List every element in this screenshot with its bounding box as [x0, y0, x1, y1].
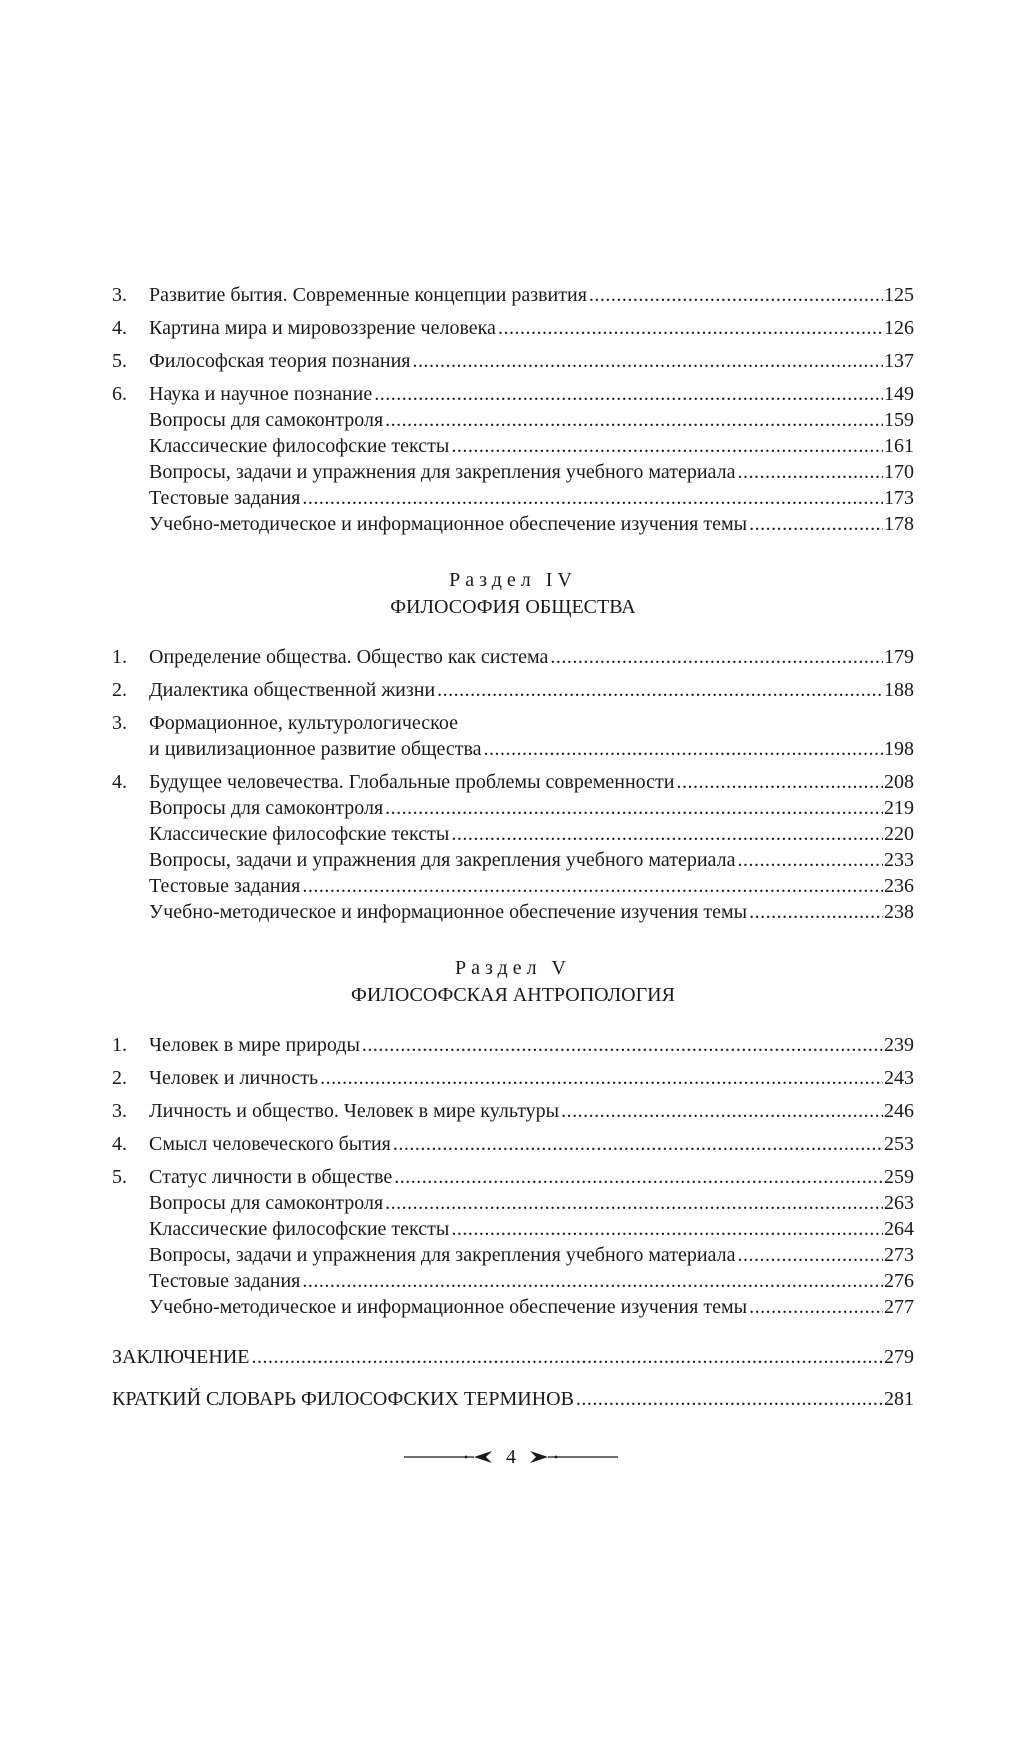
- dot-leader: [392, 1164, 883, 1190]
- dot-leader: [735, 847, 883, 873]
- entry-page: 236: [884, 875, 914, 897]
- entry-number: 2.: [112, 1067, 127, 1089]
- entry-page: 178: [884, 513, 914, 535]
- dot-leader: [496, 315, 883, 341]
- entry-title: Учебно-методическое и информационное обеспечение изучения темы: [149, 1296, 748, 1318]
- toc-entry: [112, 282, 914, 308]
- entry-page: 259: [884, 1166, 914, 1188]
- toc-entry: [112, 795, 914, 821]
- entry-page: 219: [884, 797, 914, 819]
- toc-entry: [112, 433, 914, 459]
- entry-title: КРАТКИЙ СЛОВАРЬ ФИЛОСОФСКИХ ТЕРМИНОВ: [112, 1388, 574, 1410]
- entry-page: 161: [884, 435, 914, 457]
- section-title: ФИЛОСОФИЯ ОБЩЕСТВА: [390, 596, 636, 618]
- entry-number: 4.: [112, 317, 127, 339]
- entry-page: 159: [884, 409, 914, 431]
- toc-entry: [112, 1216, 914, 1242]
- dot-leader: [674, 769, 883, 795]
- dot-leader: [300, 485, 883, 511]
- entry-page: 126: [884, 317, 914, 339]
- entry-page: 246: [884, 1100, 914, 1122]
- entry-number: 6.: [112, 383, 127, 405]
- left-ornament-icon: [404, 1449, 496, 1465]
- entry-title: Вопросы для самоконтроля: [149, 1192, 384, 1214]
- toc-entry: [112, 644, 914, 670]
- entry-title: Статус личности в обществе: [149, 1166, 393, 1188]
- dot-leader: [383, 1190, 883, 1216]
- entry-title: Вопросы для самоконтроля: [149, 797, 384, 819]
- toc-entry: [112, 1032, 914, 1058]
- toc-entry: [112, 407, 914, 433]
- entry-title: Вопросы для самоконтроля: [149, 409, 384, 431]
- dot-leader: [372, 381, 883, 407]
- entry-number: 3.: [112, 284, 127, 306]
- entry-page: 170: [884, 461, 914, 483]
- entry-page: 239: [884, 1034, 914, 1056]
- toc-entry: [112, 381, 914, 407]
- entry-number: 5.: [112, 1166, 127, 1188]
- table-of-contents: [112, 282, 914, 1412]
- dot-leader: [318, 1065, 883, 1091]
- entry-title: Человек в мире природы: [149, 1034, 360, 1056]
- entry-page: 281: [884, 1388, 914, 1410]
- entry-title-line1: Формационное, культурологическое: [149, 712, 458, 734]
- toc-entry: [112, 899, 914, 925]
- entry-page: 149: [884, 383, 914, 405]
- toc-entry-glossary: [112, 1386, 914, 1412]
- entry-title: Тестовые задания: [149, 1270, 301, 1292]
- entry-page: 273: [884, 1244, 914, 1266]
- entry-page: 263: [884, 1192, 914, 1214]
- entry-page: 125: [884, 284, 914, 306]
- toc-entry: [112, 1098, 914, 1124]
- entry-number: 4.: [112, 1133, 127, 1155]
- toc-entry: [112, 677, 914, 703]
- toc-entry: [112, 873, 914, 899]
- entry-title: Классические философские тексты: [149, 823, 450, 845]
- entry-title: Учебно-методическое и информационное обеспечение изучения темы: [149, 513, 748, 535]
- entry-title: Классические философские тексты: [149, 435, 450, 457]
- dot-leader: [449, 1216, 883, 1242]
- dot-leader: [411, 348, 884, 374]
- dot-leader: [735, 1242, 883, 1268]
- entry-page: 253: [884, 1133, 914, 1155]
- dot-leader: [435, 677, 883, 703]
- section-label: Раздел V: [454, 957, 571, 979]
- toc-entry: [112, 1065, 914, 1091]
- entry-number: 4.: [112, 771, 127, 793]
- dot-leader: [747, 1294, 883, 1320]
- toc-entry: [112, 1164, 914, 1190]
- toc-entry: [112, 348, 914, 374]
- entry-title: Наука и научное познание: [149, 383, 373, 405]
- entry-title: Вопросы, задачи и упражнения для закрепления учебного материала: [149, 1244, 736, 1266]
- toc-entry: [112, 315, 914, 341]
- right-ornament-icon: [526, 1449, 618, 1465]
- dot-leader: [735, 459, 883, 485]
- entry-number: 2.: [112, 679, 127, 701]
- dot-leader: [587, 282, 883, 308]
- entry-title: Тестовые задания: [149, 875, 301, 897]
- entry-number: 3.: [112, 1100, 127, 1122]
- entry-number: 1.: [112, 1034, 127, 1056]
- entry-page: 173: [884, 487, 914, 509]
- section-4-heading: [112, 567, 914, 621]
- entry-number: 3.: [112, 712, 127, 734]
- section-5-heading: [112, 955, 914, 1009]
- toc-entry-multiline: [112, 710, 914, 762]
- entry-title: Человек и личность: [149, 1067, 319, 1089]
- entry-title: Будущее человечества. Глобальные проблемы современности: [149, 771, 675, 793]
- entry-page: 277: [884, 1296, 914, 1318]
- entry-page: 276: [884, 1270, 914, 1292]
- dot-leader: [383, 795, 883, 821]
- entry-title: ЗАКЛЮЧЕНИЕ: [112, 1346, 250, 1368]
- entry-title: Вопросы, задачи и упражнения для закрепления учебного материала: [149, 461, 736, 483]
- entry-title: Учебно-методическое и информационное обеспечение изучения темы: [149, 901, 748, 923]
- top-level-entries: [112, 1344, 914, 1412]
- entry-title: Вопросы, задачи и упражнения для закрепления учебного материала: [149, 849, 736, 871]
- entry-title: Философская теория познания: [149, 350, 411, 372]
- dot-leader: [559, 1098, 883, 1124]
- toc-entry: [112, 1294, 914, 1320]
- toc-entry: [112, 511, 914, 537]
- section-label: Раздел IV: [449, 569, 577, 591]
- toc-entry: [112, 485, 914, 511]
- entry-title: Тестовые задания: [149, 487, 301, 509]
- entry-title: Диалектика общественной жизни: [149, 679, 436, 701]
- entry-title: Личность и общество. Человек в мире культуры: [149, 1100, 560, 1122]
- entry-title: Определение общества. Общество как система: [149, 646, 549, 668]
- dot-leader: [449, 433, 883, 459]
- toc-entry: [112, 769, 914, 795]
- dot-leader: [360, 1032, 883, 1058]
- entry-page: 208: [884, 771, 914, 793]
- toc-entry: [112, 847, 914, 873]
- entry-page: 238: [884, 901, 914, 923]
- entry-page: 179: [884, 646, 914, 668]
- toc-entry: [112, 1268, 914, 1294]
- dot-leader: [300, 873, 883, 899]
- toc-entry-first-line: [112, 710, 914, 736]
- toc-entry-second-line: [112, 736, 914, 762]
- entry-title: Смысл человеческого бытия: [149, 1133, 391, 1155]
- section-3-entries: [112, 282, 914, 537]
- entry-page: 137: [884, 350, 914, 372]
- dot-leader: [574, 1386, 883, 1412]
- section-title: ФИЛОСОФСКАЯ АНТРОПОЛОГИЯ: [351, 984, 675, 1006]
- entry-page: 233: [884, 849, 914, 871]
- dot-leader: [482, 736, 883, 762]
- page-number: 4: [506, 1446, 516, 1468]
- dot-leader: [747, 511, 883, 537]
- page-footer: [0, 1444, 1022, 1470]
- dot-leader: [449, 821, 883, 847]
- entry-title: Классические философские тексты: [149, 1218, 450, 1240]
- entry-page: 198: [884, 738, 914, 760]
- entry-page: 243: [884, 1067, 914, 1089]
- dot-leader: [300, 1268, 883, 1294]
- section-4-entries: [112, 644, 914, 925]
- entry-page: 264: [884, 1218, 914, 1240]
- toc-entry: [112, 1131, 914, 1157]
- toc-entry-conclusion: [112, 1344, 914, 1370]
- entry-page: 220: [884, 823, 914, 845]
- dot-leader: [249, 1344, 883, 1370]
- dot-leader: [548, 644, 883, 670]
- dot-leader: [747, 899, 883, 925]
- entry-number: 1.: [112, 646, 127, 668]
- dot-leader: [383, 407, 883, 433]
- toc-entry: [112, 821, 914, 847]
- toc-entry: [112, 1242, 914, 1268]
- toc-entry: [112, 459, 914, 485]
- section-5-entries: [112, 1032, 914, 1320]
- entry-page: 279: [884, 1346, 914, 1368]
- entry-page: 188: [884, 679, 914, 701]
- entry-number: 5.: [112, 350, 127, 372]
- entry-title: и цивилизационное развитие общества: [149, 738, 482, 760]
- entry-title: Развитие бытия. Современные концепции развития: [149, 284, 587, 306]
- dot-leader: [391, 1131, 883, 1157]
- toc-entry: [112, 1190, 914, 1216]
- entry-title: Картина мира и мировоззрение человека: [149, 317, 496, 339]
